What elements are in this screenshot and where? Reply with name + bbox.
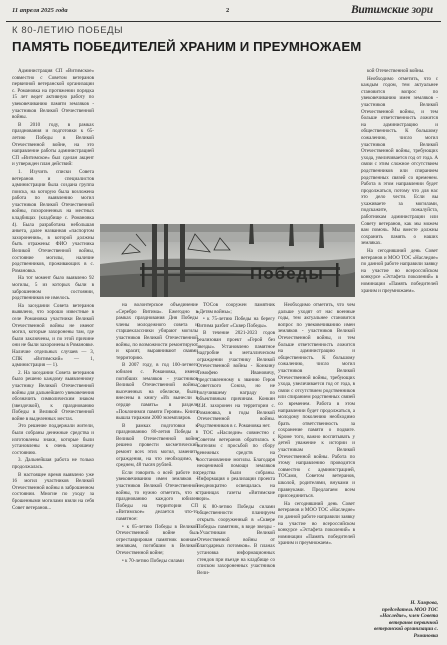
article-paragraph: ТОС «Наследие» совместно с Советом ветеранов обратились к жителям с просьбой по сбору денежных средств на восстановление могилы. Благодаря неоценимой помощи земляков средства были собраны. Информация о реализации проекта неоднократно освещалась на страницах газеты «Витимские зори». xyxy=(197,430,275,503)
article-paragraph: ТОСов сооружен памятник «Детям войны»; xyxy=(197,302,275,315)
article-paragraph: • к 65-летию Победы в Великой Отечественной войне был отреставрирован памятник воинам-землякам, погибшим в Великой Отечественной войне; xyxy=(116,523,198,556)
park-sign-photo xyxy=(100,224,355,297)
article-headline: ПАМЯТЬ ПОБЕДИТЕЛЕЙ ХРАНИМ И ПРЕУМНОЖАЕМ xyxy=(12,39,362,54)
article-paragraph: В течение 2021-2023 годов реализован проект «Герой без звезды». Установлено памятное надгробие в металлическом ограждении участнику Великой Отечественной войны - Конкину Тимофею Ивановичу, представленному к званию Героя Советского Союза, но не получившему награду по объективным причинам. Конкин И.И. захоронен на территории с. Романовка, в годы Великой Отечественной войны. Родственников в с. Романовка нет. xyxy=(197,330,275,429)
article-paragraph: Администрация СП «Витимское» совместно с Советом ветеранов первичной ветеранской организации с. Романовка на протяжении порядка 15 лет ведет активную работу по увековечиванию памяти земляков - участников Великой Отечественной войны. xyxy=(12,68,94,121)
article-column-6 xyxy=(361,68,438,508)
article-paragraph: На заседании Совета ветеранов выявлено, что хорошо известные в селе Романовка участники Великой Отечественной войны не имеют могил, которые захоронены там, где были заключены, и по этой причине они не были захоронены в Романовке. Наличие отдельных случаев — 3, СПК «Витимский» — 1, администрация — 1). xyxy=(12,302,94,369)
article-paragraph: В настоящее время выявлено уже 16 могил участников Великой Отечественной войны в заброшенном состоянии. Многие по уходу за брошенными могилами взяли на себя Совет ветеранов... xyxy=(12,471,94,511)
page-header xyxy=(8,4,441,21)
masthead-part2: зори xyxy=(411,4,433,16)
article-paragraph: кой Отечественной войны. xyxy=(367,68,425,74)
article-paragraph: • к 75-летию Победы на берегу Витима разбит «Сквер Победы». xyxy=(197,316,275,329)
article-paragraph: Необходимо отметить, что с каждым годом, тем актуальнее становится вопрос по увековечиванию имен земляков - участников Великой Отечественной войны, и тем больше ответственность ложится на администрацию и общественность. К большому сожалению, число могил участников Великой Отечественной войны, требующих ухода, увеличивается год от года. А связи с этим сложное отсутствием родственников или спиранием родственных связей со временем. Работа в этом направлении будет продолжаться, потому что для нас это дело чести. Если вы ухаживаете за могилами, подскажите, пожалуйста, работникам администрации или Совету ветеранов, как мы можем вам помочь. Мы вместе должны сохранить память о наших земляках. xyxy=(361,75,438,247)
article-paragraph: 2. На заседании Совета ветеранов было решено каждому выявленному участнику Великой Отечественной войны для дальнейшего увековечения обозначить символическим знаком (звездочкой), к празднованию Победы в Великой Отечественной войне в выделенных местах. xyxy=(12,369,94,422)
article-paragraph: Необходимо отметить, что чем дальше уходят от нас военные годы, тем актуальнее становится вопрос по увековечиванию имен земляков - участников Великой Отечественной войны, и тем больше ответственность ложится на администрацию и общественность. К большому сожалению, число могил участников Великой Отечественной войны, требующих ухода, увеличивается год от года, в связи с отсутствием родственников или спиранием родственных связей со временем. Работа в этом направлении будет продолжаться, а молодому поколению необходимо брать ответственность за сохранение памяти о подвиге. Кроме того, важно воспитывать у детей уважение к истории и участникам Великой Отечественной войны. Работа по этому направлению проводится совместно с администрацией, ТОСами, Советом ветеранов, школой, родителями, внуками и правнуками. Предлагаем всем присоединиться. xyxy=(278,302,355,500)
article-paragraph: Если говорить о всей работе по увековечиванию имен земляков - участников Великой Отечественной войны, то нужно отметить, что к празднованию каждого юбилея Победы на территории СП «Витимское» делается что-то памятное: xyxy=(116,469,198,522)
header-divider xyxy=(6,21,441,22)
article-column-3 xyxy=(197,302,275,622)
article-paragraph: К 80-летию Победы силами общественности планируем открыть сооруженный в «Сквере Победы» памятник, в виде звезды - «Участникам Великой Отечественной войны от благодарных потомков». В планах установка информационных стендов при въезде на кладбище со списком захороненных участников Вели- xyxy=(197,503,275,576)
article-paragraph: В 2007 году, в год 100-летнего юбилея с. Романовка, имена погибших земляков - участников Великой Отечественной войны, высеченных на обелиске, были внесены в книгу «Их вынесли в сердце память» в разделе «Поклонимся памяти Героям». Книга вышла тиражом 2000 экземпляров. xyxy=(116,362,198,422)
article-paragraph: На сегодняшний день Совет ветеранов и МОО ТОС «Наследие» по данной работе направили заявку на участие во всероссийском конкурсе «Эстафета поколений» в номинации «Память победителей храним и преумножаем». xyxy=(361,248,438,294)
author-signature xyxy=(361,600,438,639)
author-name: Н. Хамрова, xyxy=(410,600,438,606)
section-rubric: К 80-ЛЕТИЮ ПОБЕДЫ xyxy=(12,25,124,36)
article-column-5 xyxy=(278,302,355,622)
masthead-logo xyxy=(351,4,433,16)
article-paragraph: В рамках подготовки к празднованию 80-летия Победы в Великой Отечественной войне решено провести косметический ремонт всех этих могил, заменить ограждения, на что необходимо, в среднем, 48 тысяч рублей. xyxy=(116,422,198,469)
article-paragraph: На тот момент было выявлено 92 могилы, 5 из которых были в заброшенном состоянии, родственников не имелось. xyxy=(12,275,94,302)
park-sign-text: Победы xyxy=(250,264,324,283)
article-paragraph: В 2010 году, в рамках празднования и подготовки к 65-летию Победы в Великой Отечественной войне, на это направление работы администрацией СП «Витимское» был сделан акцент и утвержден план действий: xyxy=(12,121,94,168)
author-position: председатель МОО ТОС «Наследие», член Совета ветеранов первичной ветеранской организации с. Романовка xyxy=(374,606,438,639)
article-column-2 xyxy=(116,302,198,622)
article-paragraph: 1. Изучить списки Совета ветеранов и специалистов администрации была создана группа поиска, на которую была возложена работа по выявлению могил участников Великой Отечественной войны, похороненных на местных кладбищах (кладбище с. Романовка 4). Была разработана небольшая анкета, далее названная «паспортом захоронения», в которой должны быть отражены: ФИО участника Великой Отечественной войны, состояние могилы, наличие родственников, проживающих в с. Романовка. xyxy=(12,168,94,274)
page-number: 2 xyxy=(226,7,230,14)
photo-illustration xyxy=(100,224,355,297)
issue-date: 11 апреля 2025 года xyxy=(12,7,68,14)
article-paragraph: на волонтерское объединение «Серебро Витима». Ежегодно в рамках празднования Дня Победы члены молодежного совета и старшеклассники убирают могилы участников Великой Отечественной войны, по возможности ремонтируют и красят, выравнивают сваями территорию. xyxy=(116,302,198,361)
article-column-1 xyxy=(12,68,94,623)
masthead-part1: Витимские xyxy=(350,4,409,16)
article-paragraph: 3. Дальнейшая работа не только продолжалась. xyxy=(12,457,94,471)
article-paragraph: • к 70-летию Победы силами xyxy=(122,557,184,564)
article-paragraph: Это решение поддержали жители, были собраны денежные средства и изготовлены знаки, которые были установлены к очень хорошему состоянию. xyxy=(12,423,94,456)
article-paragraph: На сегодняшний день Совет ветеранов и МОО ТОС «Наследие» по данной работе направили заявку на участие во всероссийском конкурсе «Эстафета поколений» в номинации «Память победителей храним и преумножаем». xyxy=(278,500,355,547)
